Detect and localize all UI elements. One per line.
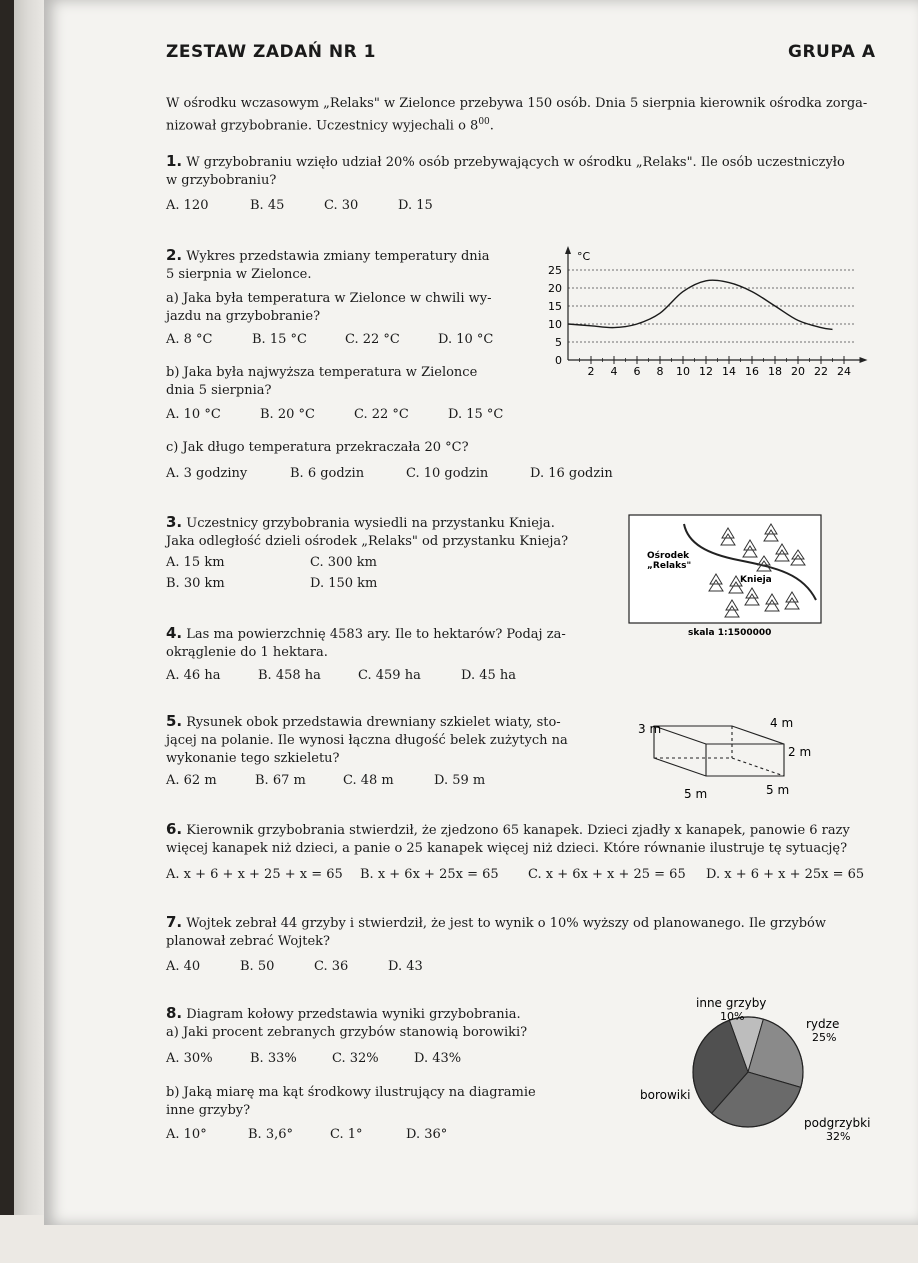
intro-line-2-text: nizował grzybobranie. Uczestnicy wyjechali o 8 [166,118,479,134]
y-tick-label-25: 25 [548,264,562,277]
q8b-line-2: inne grzyby? [166,1103,251,1118]
x-axis-arrow [860,357,868,363]
map-scale: skala 1:1500000 [688,628,772,638]
q7-option-d: D. 43 [388,959,423,974]
q5-option-b: B. 67 m [255,773,306,788]
q7-option-a: A. 40 [166,959,201,974]
y-tick-label-0: 0 [555,354,562,367]
intro-text [166,95,886,135]
dim-4m: 4 m [770,716,794,730]
q2b-option-b: B. 20 °C [260,407,315,422]
map-label-osrodek: Ośrodek [647,551,690,561]
map-label-relaks: „Relaks" [647,561,692,571]
q6-option-c: C. x + 6x + x + 25 = 65 [528,867,686,882]
q2b-line-2: dnia 5 sierpnia? [166,383,272,398]
y-axis-label: °C [577,250,591,263]
pie-label-rydze-pct: 25% [812,1031,837,1044]
q5-option-c: C. 48 m [343,773,394,788]
q8b-option-d: D. 36° [406,1127,448,1142]
question-2b [166,364,506,400]
q5-option-a: A. 62 m [166,773,217,788]
q8b-line-1: b) Jaką miarę ma kąt środkowy ilustrujący na diagramie [166,1085,536,1100]
q4-number: 4. [166,624,183,642]
q8b-option-c: C. 1° [330,1127,363,1142]
x-tick-label-12: 12 [699,365,713,378]
q6-option-d: D. x + 6 + x + 25x = 65 [706,867,865,882]
q2c-option-a: A. 3 godziny [166,466,248,481]
map-label-knieja: Knieja [740,575,772,585]
y-tick-label-15: 15 [548,300,562,313]
q8a-option-b: B. 33% [250,1051,297,1066]
q8a-option-c: C. 32% [332,1051,379,1066]
q6-line-2: więcej kanapek niż dzieci, a panie o 25 kanapek więcej niż dzieci. Które równanie ilustruje tę sytuację? [166,841,848,856]
q7-option-b: B. 50 [240,959,275,974]
q1-option-b: B. 45 [250,198,285,213]
q2c-option-b: B. 6 godzin [290,466,365,481]
q4-line-1: Las ma powierzchnię 4583 ary. Ile to hektarów? Podaj za- [186,627,566,642]
pie-label-inne: inne grzyby [696,996,767,1010]
question-5 [166,712,606,768]
x-tick-label-24: 24 [837,365,851,378]
intro-sup: 00 [478,117,490,127]
forest-map [628,514,868,638]
q3-line-2: Jaka odległość dzieli ośrodek „Relaks" od przystanku Knieja? [166,534,569,549]
intro-end: . [489,118,494,134]
q7-line-2: planował zebrać Wojtek? [166,934,330,949]
question-8b [166,1084,606,1120]
y-tick-label-10: 10 [548,318,562,331]
q5-number: 5. [166,712,183,730]
q8-number: 8. [166,1004,183,1022]
q2a-line-1: a) Jaka była temperatura w Zielonce w chwili wy- [166,291,492,306]
worksheet-page [44,0,918,1225]
pie-label-podgrzybki-pct: 32% [826,1130,851,1143]
q4-option-b: B. 458 ha [258,668,321,683]
x-tick-label-18: 18 [768,365,782,378]
temperature-chart [518,244,878,380]
q1-option-c: C. 30 [324,198,359,213]
pie-label-rydze: rydze [806,1017,840,1031]
dim-2m: 2 m [788,745,812,759]
q2a-option-c: C. 22 °C [345,332,400,347]
mushroom-pie-chart [630,994,880,1154]
q2a-option-b: B. 15 °C [252,332,307,347]
q3-option-d: D. 150 km [310,576,378,591]
y-tick-label-5: 5 [555,336,562,349]
q1-line-2: w grzybobraniu? [166,173,277,188]
x-tick-label-22: 22 [814,365,828,378]
q4-option-c: C. 459 ha [358,668,421,683]
q2b-option-c: C. 22 °C [354,407,409,422]
q8b-option-a: A. 10° [166,1127,207,1142]
q5-line-2: jącej na polanie. Ile wynosi łączna długość belek zużytych na [166,733,568,748]
q7-number: 7. [166,913,183,931]
q2-line-2: 5 sierpnia w Zielonce. [166,267,312,282]
question-7 [166,913,906,951]
q2-line-1: Wykres przedstawia zmiany temperatury dnia [186,249,490,264]
q2b-option-a: A. 10 °C [166,407,221,422]
q1-option-d: D. 15 [398,198,433,213]
q2b-line-1: b) Jaka była najwyższa temperatura w Zielonce [166,365,478,380]
q7-line-1: Wojtek zebrał 44 grzyby i stwierdził, że jest to wynik o 10% wyższy od planowanego. Ile grzybów [186,916,826,931]
shelter-frame-diagram [634,712,814,802]
q8-line-1: Diagram kołowy przedstawia wyniki grzybobrania. [186,1007,521,1022]
q2a-option-d: D. 10 °C [438,332,494,347]
q3-line-1: Uczestnicy grzybobrania wysiedli na przystanku Knieja. [186,516,555,531]
q6-number: 6. [166,820,183,838]
q6-option-a: A. x + 6 + x + 25 + x = 65 [166,867,343,882]
q3-option-b: B. 30 km [166,576,225,591]
temperature-line [568,280,833,329]
q5-line-1: Rysunek obok przedstawia drewniany szkielet wiaty, sto- [186,715,561,730]
dim-5m-a: 5 m [684,787,708,801]
q4-option-a: A. 46 ha [166,668,221,683]
q3-option-c: C. 300 km [310,555,377,570]
x-tick-label-20: 20 [791,365,805,378]
dim-3m: 3 m [638,722,662,736]
y-tick-label-20: 20 [548,282,562,295]
page-title: ZESTAW ZADAŃ NR 1 [166,42,376,62]
intro-line-2 [166,113,886,135]
x-tick-label-4: 4 [610,365,618,378]
q2-number: 2. [166,246,183,264]
question-1 [166,152,886,190]
pie-label-borowiki: borowiki [640,1088,691,1102]
q8a-option-a: A. 30% [166,1051,213,1066]
group-label: GRUPA A [788,42,876,62]
q1-line-1: W grzybobraniu wzięło udział 20% osób przebywających w ośrodku „Relaks". Ile osób uczestniczyło [186,155,845,170]
x-tick-label-6: 6 [633,365,641,378]
q2c-option-c: C. 10 godzin [406,466,489,481]
q2a-line-2: jazdu na grzybobranie? [166,309,321,324]
question-4 [166,624,606,662]
q6-option-b: B. x + 6x + 25x = 65 [360,867,499,882]
pie-label-inne-pct: 10% [720,1010,745,1023]
q8a-option-d: D. 43% [414,1051,462,1066]
q3-option-a: A. 15 km [166,555,225,570]
x-tick-label-16: 16 [745,365,759,378]
q2a-option-a: A. 8 °C [166,332,213,347]
x-tick-label-2: 2 [587,365,595,378]
q8a-line-1: a) Jaki procent zebranych grzybów stanowią borowiki? [166,1025,528,1040]
x-tick-label-14: 14 [722,365,736,378]
x-tick-label-8: 8 [656,365,664,378]
q5-option-d: D. 59 m [434,773,486,788]
q1-number: 1. [166,152,183,170]
q6-line-1: Kierownik grzybobrania stwierdził, że zjedzono 65 kanapek. Dzieci zjadły x kanapek, panowie 6 razy [186,823,850,838]
intro-line-1: W ośrodku wczasowym „Relaks" w Zielonce przebywa 150 osób. Dnia 5 sierpnia kierownik ośrodka zorga- [166,96,868,111]
q2b-option-d: D. 15 °C [448,407,504,422]
x-tick-label-10: 10 [676,365,690,378]
q7-option-c: C. 36 [314,959,349,974]
dim-5m-b: 5 m [766,783,790,797]
q3-number: 3. [166,513,183,531]
q5-line-3: wykonanie tego szkieletu? [166,751,340,766]
page-edge [14,0,44,1215]
question-8 [166,1004,606,1042]
frame-beams [654,726,784,776]
q8b-option-b: B. 3,6° [248,1127,293,1142]
q4-line-2: okrąglenie do 1 hektara. [166,645,328,660]
q2c-option-d: D. 16 godzin [530,466,613,481]
q4-option-d: D. 45 ha [461,668,517,683]
question-6 [166,820,906,858]
question-3 [166,513,626,551]
y-axis-arrow [565,246,571,254]
question-2 [166,246,506,326]
pie-label-podgrzybki: podgrzybki [804,1116,871,1130]
q2c-line-1: c) Jak długo temperatura przekraczała 20 °C? [166,440,469,455]
q1-option-a: A. 120 [166,198,209,213]
